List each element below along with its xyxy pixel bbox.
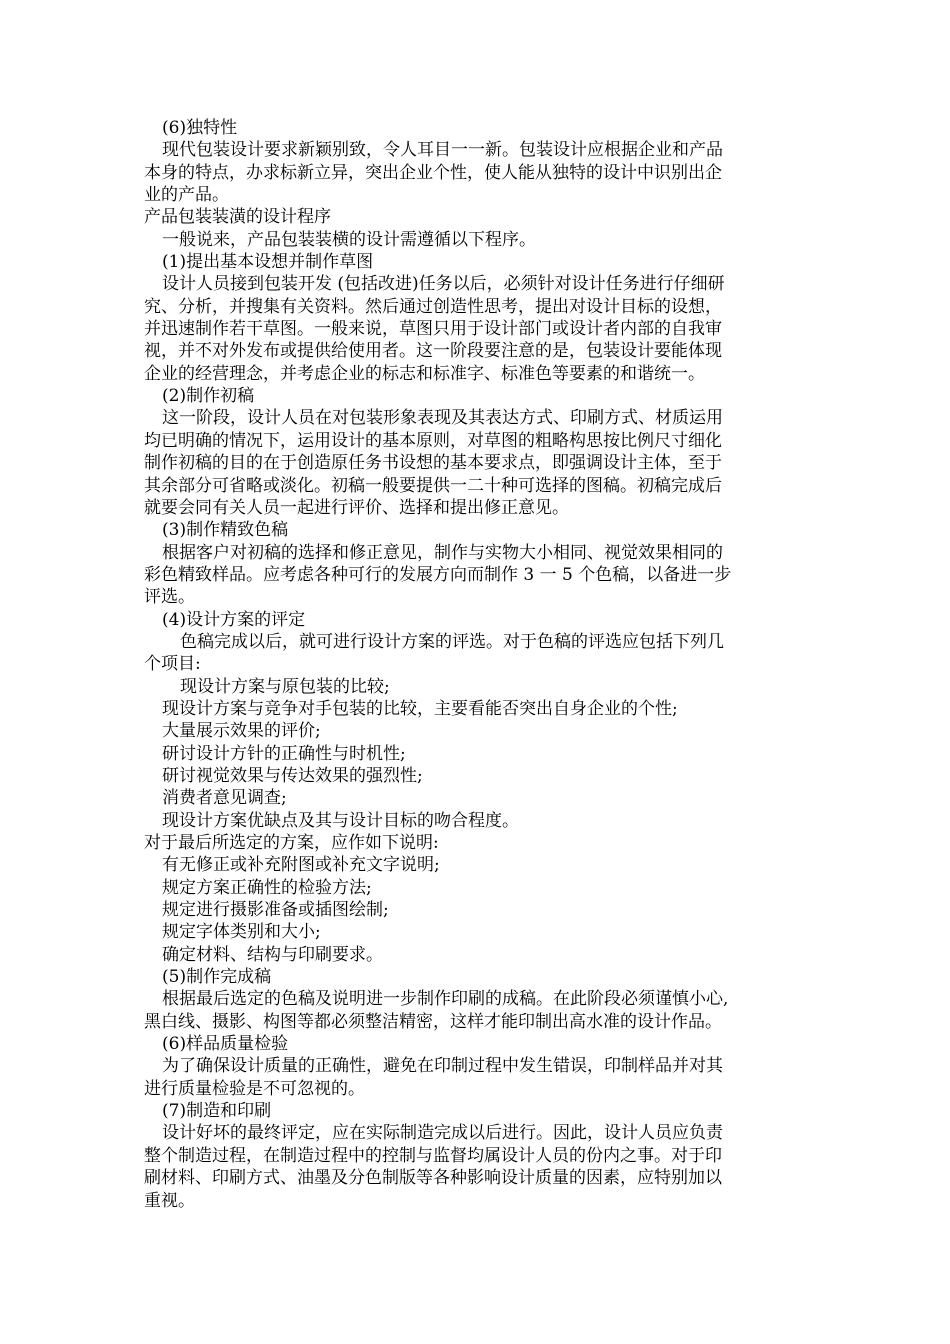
text-line: 规定方案正确性的检验方法;	[162, 877, 372, 898]
text-line: 刷材料、印刷方式、油墨及分色制版等各种影响设计质量的因素，应特别加以	[144, 1168, 722, 1189]
text-line: 对于最后所选定的方案，应作如下说明:	[144, 833, 439, 853]
text-line: 设计好坏的最终评定，应在实际制造完成以后进行。因此，设计人员应负责	[162, 1123, 723, 1144]
text-line: (3)制作精致色稿	[162, 520, 289, 541]
text-line: 现设计方案与原包装的比较;	[180, 676, 390, 697]
text-line: 为了确保设计质量的正确性，避免在印制过程中发生错误，印制样品并对其	[162, 1056, 723, 1077]
text-line: 规定进行摄影准备或插图绘制;	[162, 900, 389, 921]
text-line: 进行质量检验是不可忽视的。	[144, 1078, 365, 1099]
text-line: 就要会同有关人员一起进行评价、选择和提出修正意见。	[144, 497, 569, 518]
text-line: (7)制造和印刷	[162, 1101, 272, 1122]
text-line: 消费者意见调查;	[162, 788, 287, 809]
text-line: 均已明确的情况下，运用设计的基本原则，对草图的粗略构思按比例尺寸细化	[144, 430, 722, 451]
text-line: (4)设计方案的评定	[162, 609, 306, 630]
text-line: 整个制造过程，在制造过程中的控制与监督均属设计人员的份内之事。对于印	[144, 1145, 722, 1166]
document-page	[144, 117, 814, 1212]
text-line: (2)制作初稿	[162, 386, 255, 407]
text-line: 根据最后选定的色稿及说明进一步制作印刷的成稿。在此阶段必须谨慎小心,	[162, 989, 729, 1010]
text-line: 一般说来，产品包装装横的设计需遵循以下程序。	[162, 229, 536, 250]
text-line: 现设计方案优缺点及其与设计目标的吻合程度。	[162, 810, 519, 831]
text-line: 产品包装装潢的设计程序	[144, 207, 331, 228]
text-line: 其余部分可省略或淡化。初稿一般要提供一二十种可选择的图稿。初稿完成后	[144, 475, 722, 496]
text-line: 企业的经营理念，并考虑企业的标志和标准字、标准色等要素的和谐统一。	[144, 363, 705, 384]
text-line: 重视。	[144, 1190, 195, 1211]
text-line: 确定材料、结构与印刷要求。	[162, 944, 383, 965]
text-line: 研讨视觉效果与传达效果的强烈性;	[162, 765, 423, 786]
text-line: (6)独特性	[162, 118, 238, 138]
text-line: 视，并不对外发布或提供给使用者。这一阶段要注意的是，包装设计要能体现	[144, 341, 722, 362]
text-line: (1)提出基本设想并制作草图	[162, 252, 374, 273]
text-line: 有无修正或补充附图或补充文字说明;	[162, 855, 440, 876]
text-line: (5)制作完成稿	[162, 967, 272, 988]
text-line: 研讨设计方针的正确性与时机性;	[162, 743, 406, 764]
text-line: 个项目:	[144, 654, 201, 675]
text-line: 本身的特点，办求标新立异，突出企业个性，使人能从独特的设计中识别出企	[144, 162, 722, 183]
text-line: 色稿完成以后，就可进行设计方案的评选。对于色稿的评选应包括下列几	[180, 631, 724, 652]
text-line: 制作初稿的目的在于创造原任务书设想的基本要求点，即强调设计主体，至于	[144, 453, 722, 474]
text-line: 大量展示效果的评价;	[162, 721, 321, 742]
text-line: 根据客户对初稿的选择和修正意见，制作与实物大小相同、视觉效果相同的	[162, 542, 723, 563]
text-line: 业的产品。	[144, 185, 229, 206]
text-line: 评选。	[144, 587, 195, 608]
text-line: 这一阶段，设计人员在对包装形象表现及其表达方式、印刷方式、材质运用	[162, 408, 723, 429]
text-line: 规定字体类别和大小;	[162, 922, 321, 943]
text-line: 设计人员接到包装开发 (包括改进)任务以后，必须针对设计任务进行仔细研	[162, 274, 725, 295]
text-line: 现代包装设计要求新颖别致，令人耳目一一新。包装设计应根据企业和产品	[162, 140, 723, 161]
text-line: 彩色精致样品。应考虑各种可行的发展方向而制作 3 一 5 个色稿，以备进一步	[144, 564, 732, 585]
text-line: 现设计方案与竞争对手包装的比较，主要看能否突出自身企业的个性;	[162, 698, 678, 719]
text-line: 究、分析，并搜集有关资料。然后通过创造性思考，提出对设计目标的设想，	[144, 296, 722, 317]
text-line: 并迅速制作若干草图。一般来说，草图只用于设计部门或设计者内部的自我审	[144, 319, 722, 340]
text-line: (6)样品质量检验	[162, 1034, 289, 1055]
text-line: 黑白线、摄影、构图等都必须整洁精密，这样才能印制出高水准的设计作品。	[144, 1011, 722, 1032]
